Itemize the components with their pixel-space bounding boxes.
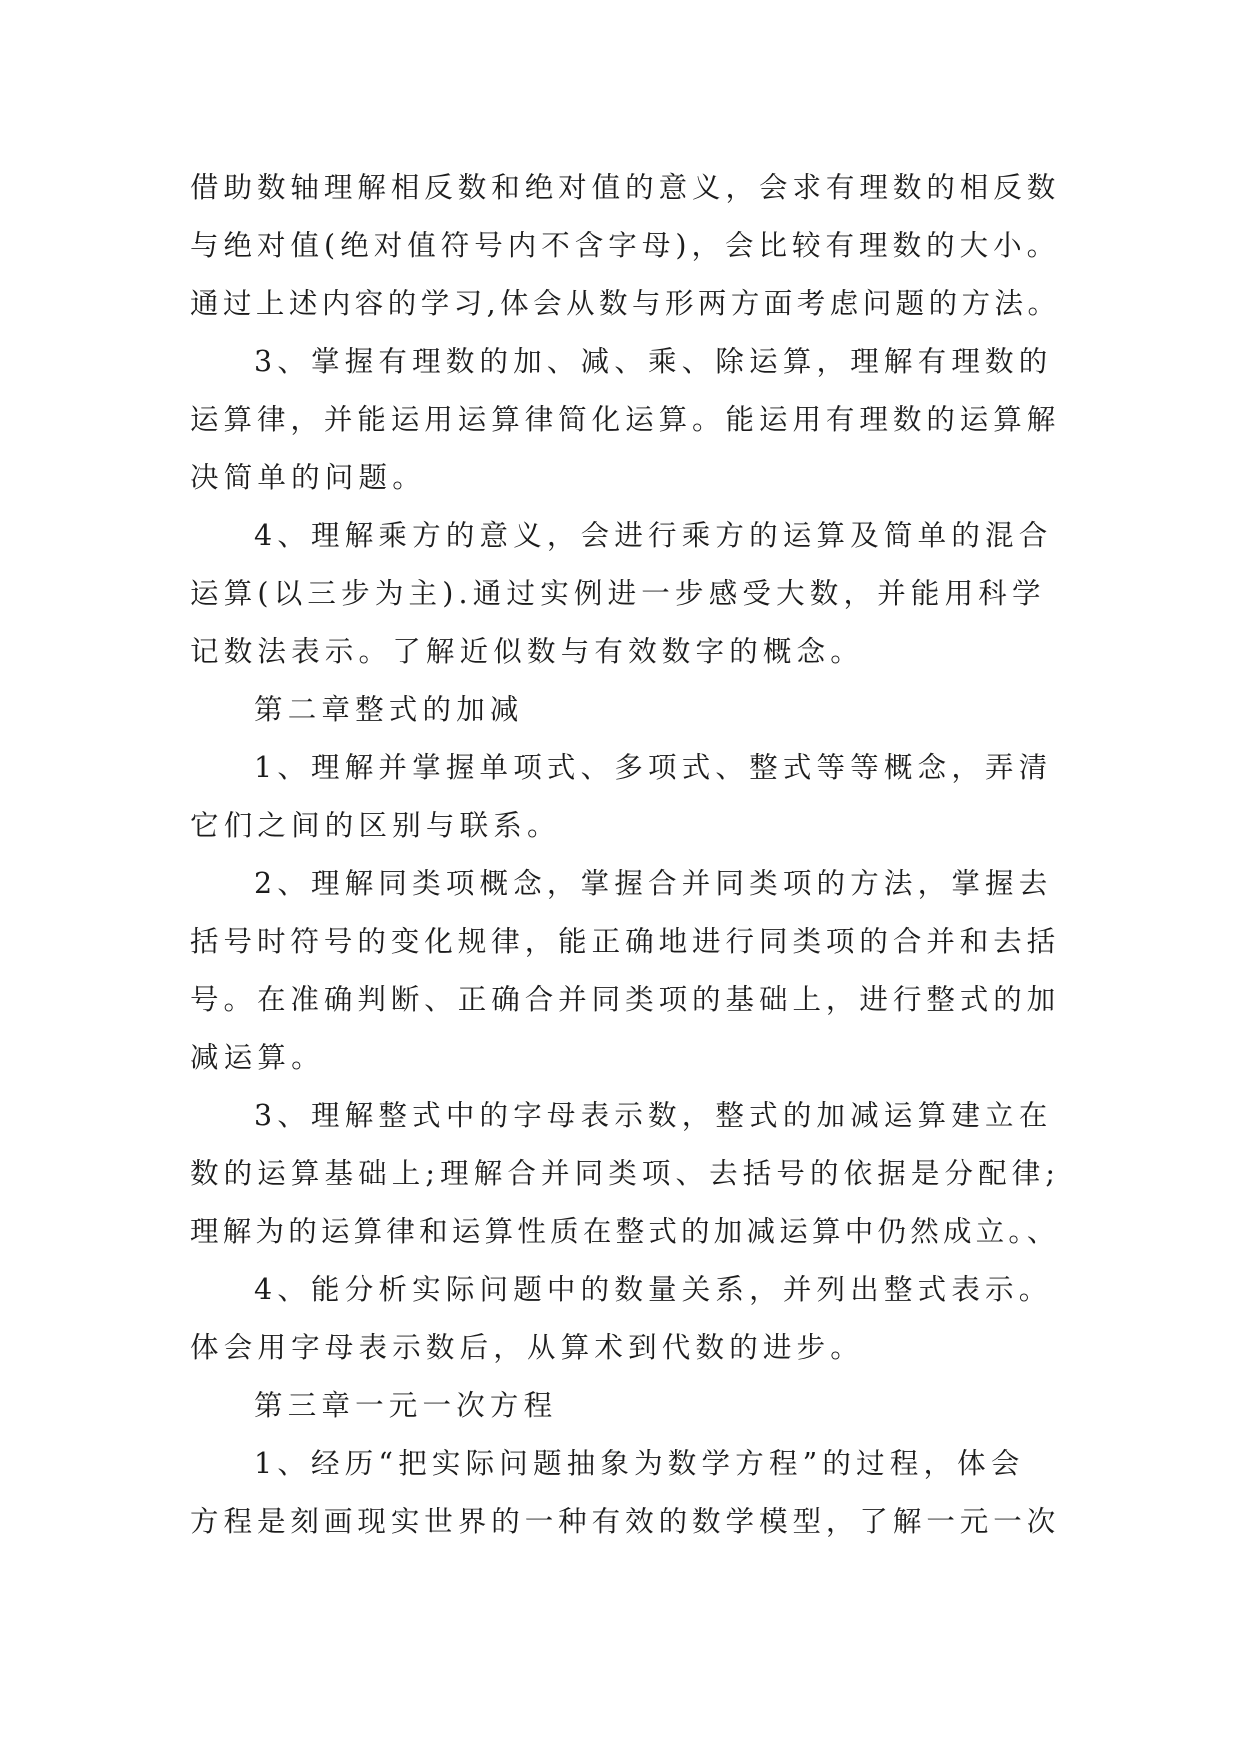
- chapter-heading: 第二章整式的加减: [254, 693, 524, 726]
- chapter-heading: 第三章一元一次方程: [254, 1389, 558, 1422]
- text-line: 通过上述内容的学习,体会从数与形两方面考虑问题的方法。: [190, 287, 1061, 320]
- text-line: 运算律，并能运用运算律简化运算。能运用有理数的运算解: [190, 403, 1061, 436]
- paragraph-start: 1、经历“把实际问题抽象为数学方程”的过程，体会: [254, 1447, 1025, 1480]
- paragraph-start: 4、理解乘方的意义，会进行乘方的运算及简单的混合: [254, 519, 1053, 552]
- text-line: 数的运算基础上;理解合并同类项、去括号的依据是分配律;: [190, 1157, 1061, 1190]
- text-line: 它们之间的区别与联系。: [190, 809, 561, 842]
- text-line: 括号时符号的变化规律，能正确地进行同类项的合并和去括: [190, 925, 1061, 958]
- paragraph-start: 4、能分析实际问题中的数量关系，并列出整式表示。: [254, 1273, 1053, 1306]
- text-line: 记数法表示。了解近似数与有效数字的概念。: [190, 635, 865, 668]
- paragraph-start: 1、理解并掌握单项式、多项式、整式等等概念，弄清: [254, 751, 1053, 784]
- paragraph-start: 3、理解整式中的字母表示数，整式的加减运算建立在: [254, 1099, 1053, 1132]
- text-line: 体会用字母表示数后，从算术到代数的进步。: [190, 1331, 865, 1364]
- text-line: 决简单的问题。: [190, 461, 426, 494]
- text-line: 理解为的运算律和运算性质在整式的加减运算中仍然成立。、: [190, 1215, 1060, 1248]
- text-line: 运算(以三步为主).通过实例进一步感受大数，并能用科学: [190, 577, 1046, 610]
- paragraph-start: 3、掌握有理数的加、减、乘、除运算，理解有理数的: [254, 345, 1053, 378]
- text-line: 与绝对值(绝对值符号内不含字母)，会比较有理数的大小。: [190, 229, 1061, 262]
- text-line: 减运算。: [190, 1041, 325, 1074]
- text-line: 方程是刻画现实世界的一种有效的数学模型，了解一元一次: [190, 1505, 1061, 1538]
- paragraph-start: 2、理解同类项概念，掌握合并同类项的方法，掌握去: [254, 867, 1053, 900]
- text-line: 借助数轴理解相反数和绝对值的意义，会求有理数的相反数: [190, 171, 1061, 204]
- text-line: 号。在准确判断、正确合并同类项的基础上，进行整式的加: [190, 983, 1061, 1016]
